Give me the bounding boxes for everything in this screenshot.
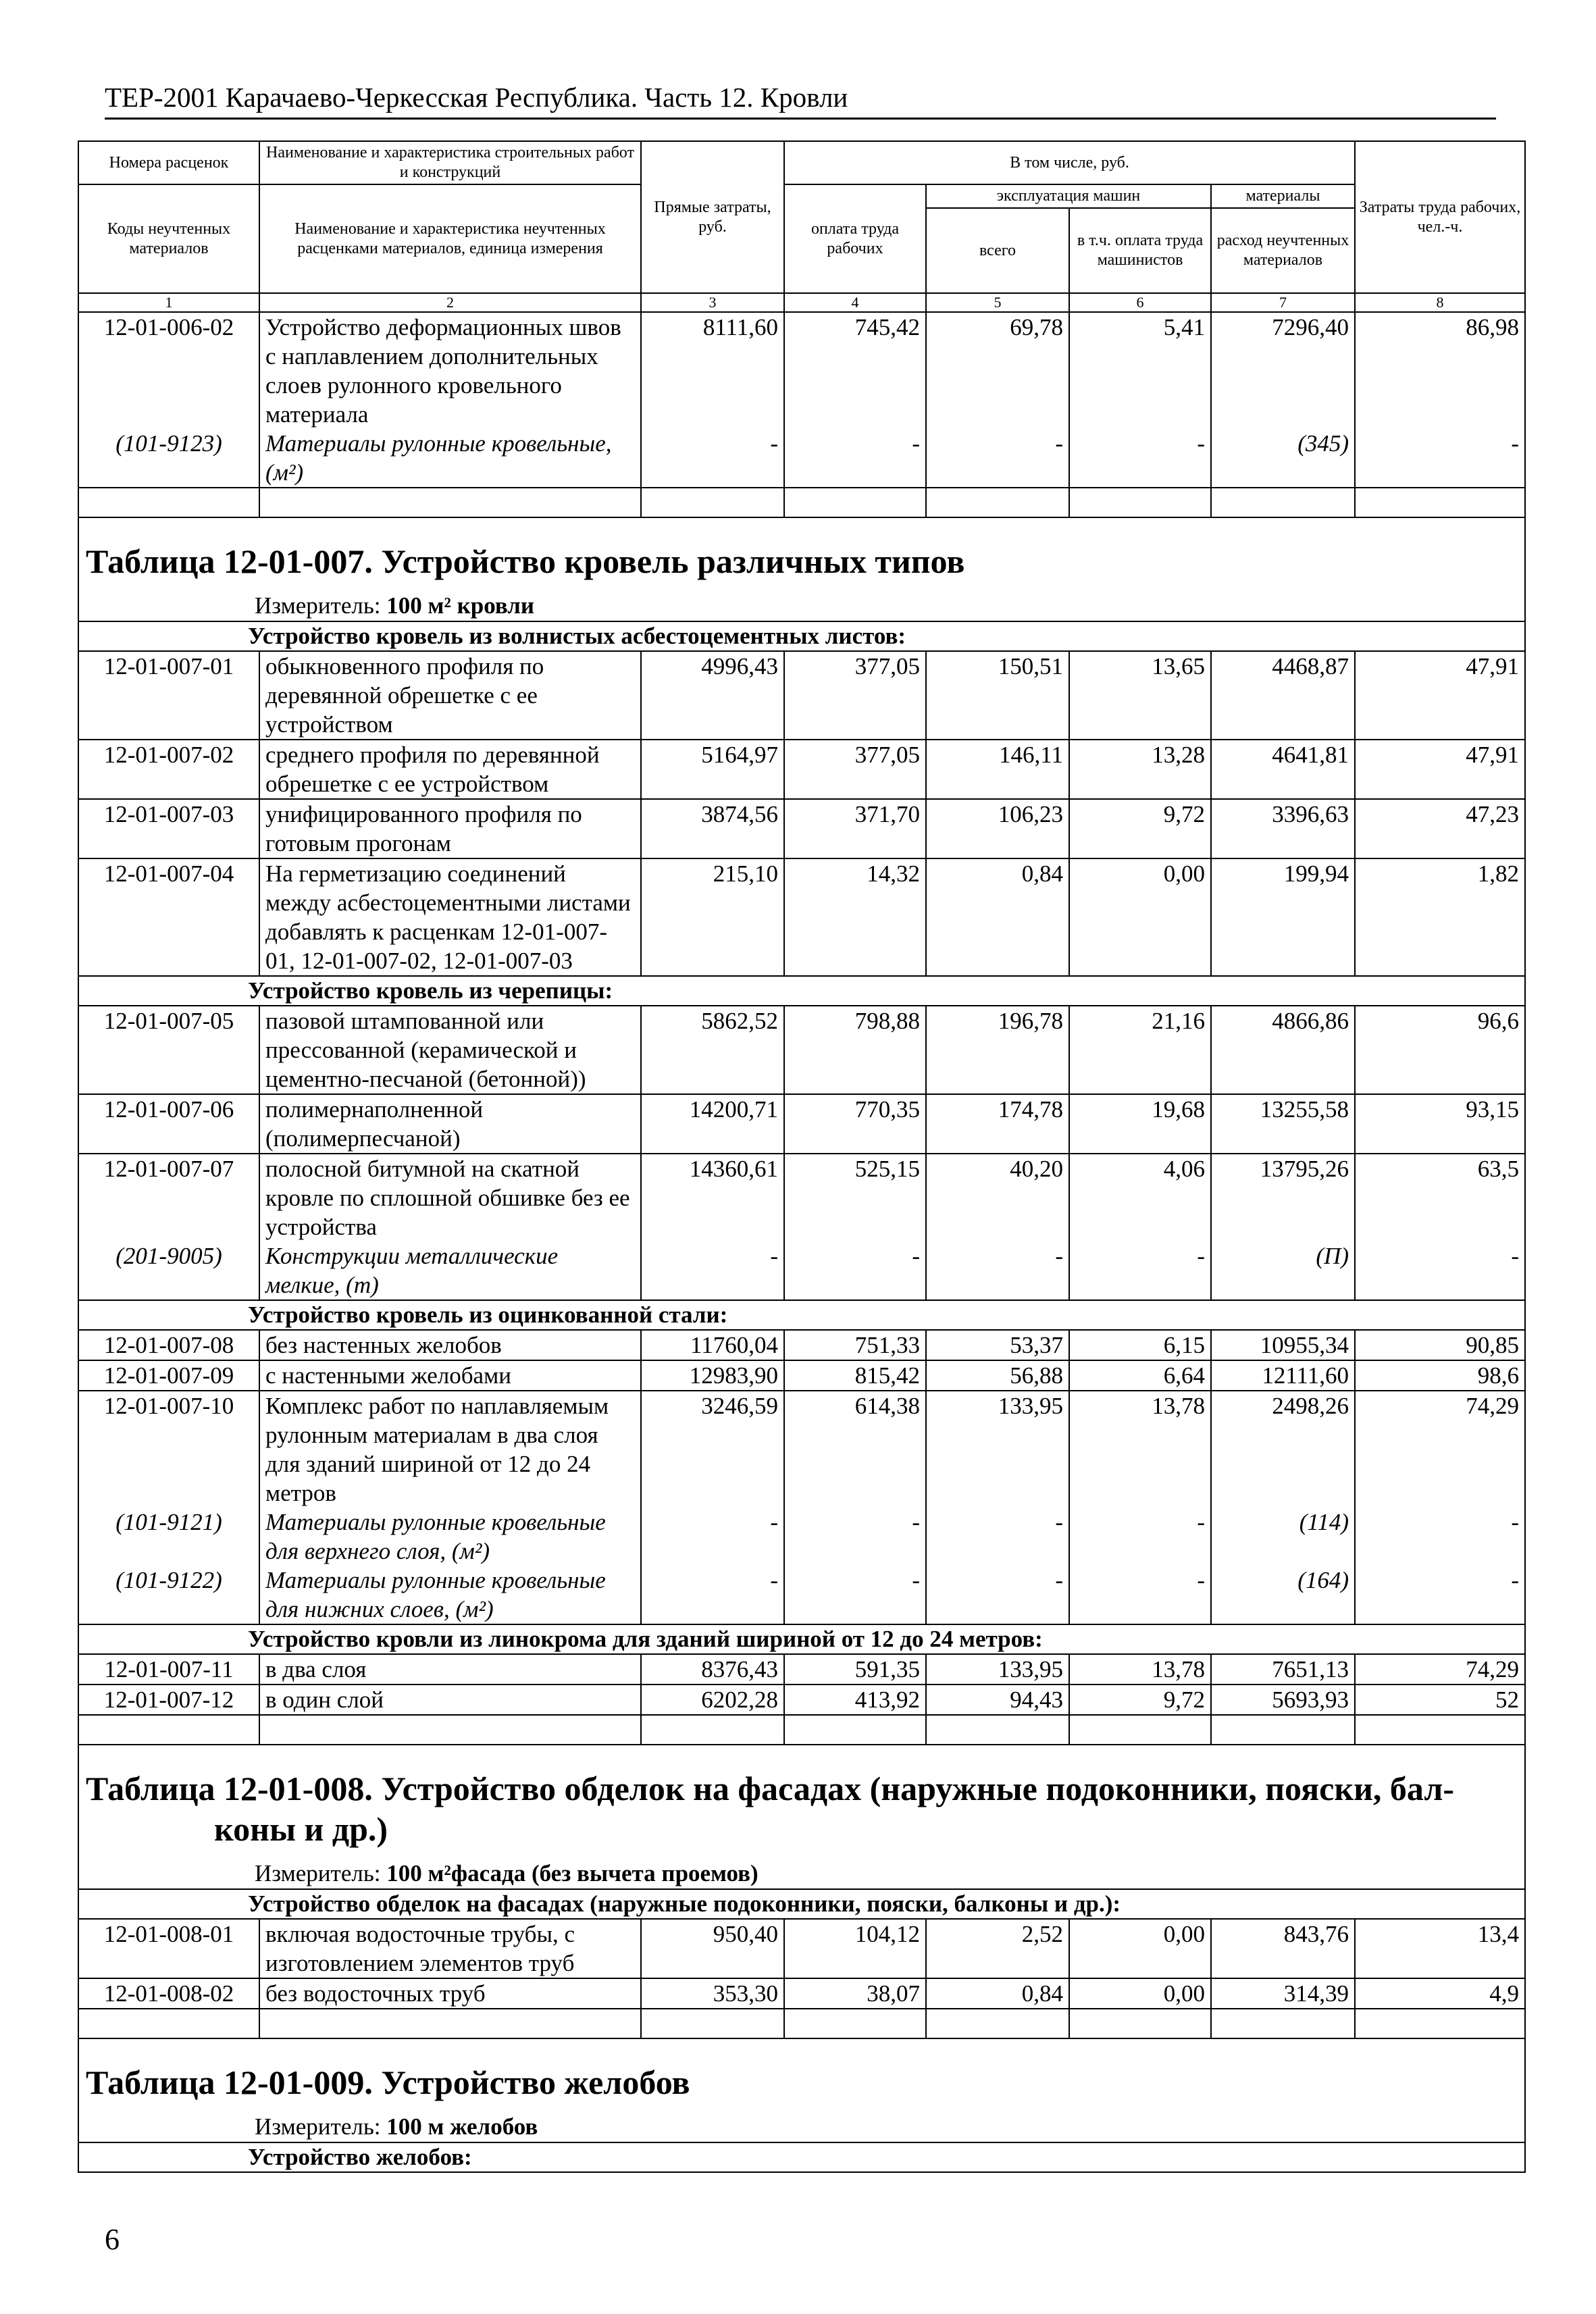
material-code: (201-9005) [78, 1241, 259, 1300]
material-name: Материалы рулонные кровельные, (м²) [259, 429, 641, 488]
value-cell: 3246,59 [641, 1391, 784, 1508]
empty-cell [259, 1715, 641, 1745]
spacer-row [78, 488, 1525, 517]
value-cell: 9,72 [1069, 799, 1211, 858]
value-cell: 86,98 [1355, 312, 1525, 429]
work-name: пазовой штампованной или прессованной (керамической и цементно-песчаной (бетонной)) [259, 1006, 641, 1094]
table-row [78, 858, 1525, 976]
spacer-row [78, 1715, 1525, 1745]
empty-cell [641, 1715, 784, 1745]
value-cell: 413,92 [784, 1685, 926, 1715]
rate-code: 12-01-006-02 [78, 312, 259, 429]
empty-cell [78, 1715, 259, 1745]
value-cell: 47,23 [1355, 799, 1525, 858]
table-title-row [78, 517, 1525, 621]
table-row [78, 651, 1525, 740]
empty-cell [1069, 2009, 1211, 2038]
measurement-unit [86, 591, 1519, 621]
work-name: в два слоя [259, 1654, 641, 1685]
value-cell: 3874,56 [641, 799, 784, 858]
value-cell: 4641,81 [1211, 740, 1355, 799]
empty-cell [926, 2009, 1069, 2038]
col-header-machines: эксплуатация машин [926, 184, 1211, 208]
table-row [78, 740, 1525, 799]
empty-cell [1211, 1715, 1355, 1745]
value-cell: - [784, 1566, 926, 1624]
value-cell: 12111,60 [1211, 1360, 1355, 1391]
empty-cell [784, 1715, 926, 1745]
value-cell: - [926, 429, 1069, 488]
value-cell: 10955,34 [1211, 1330, 1355, 1360]
column-number: 2 [259, 293, 641, 312]
value-cell: 798,88 [784, 1006, 926, 1094]
rate-code: 12-01-007-04 [78, 858, 259, 976]
table-row [78, 1330, 1525, 1360]
value-cell: 525,15 [784, 1154, 926, 1241]
value-cell: 196,78 [926, 1006, 1069, 1094]
material-row [78, 1508, 1525, 1566]
col-header-direct-costs: Прямые затраты, руб. [641, 141, 784, 293]
value-cell: 13795,26 [1211, 1154, 1355, 1241]
section-row [78, 2142, 1525, 2172]
value-cell: 98,6 [1355, 1360, 1525, 1391]
unit-label: Измеритель: [255, 1860, 381, 1886]
value-cell: 5,41 [1069, 312, 1211, 429]
value-cell: 2,52 [926, 1919, 1069, 1978]
value-cell: 13,4 [1355, 1919, 1525, 1978]
unit-label: Измеритель: [255, 592, 381, 619]
material-name: Материалы рулонные кровельные для нижних слоев, (м²) [259, 1566, 641, 1624]
rate-code: 12-01-007-07 [78, 1154, 259, 1241]
value-cell: 14,32 [784, 858, 926, 976]
value-cell: (345) [1211, 429, 1355, 488]
work-name: обыкновенного профиля по деревянной обрешетке с ее устройством [259, 651, 641, 740]
work-name: Устройство деформационных швов с наплавлением дополнительных слоев рулонного кровельного материала [259, 312, 641, 429]
value-cell: 614,38 [784, 1391, 926, 1508]
value-cell: - [1069, 1566, 1211, 1624]
section-label: Устройство обделок на фасадах (наружные подоконники, пояски, балконы и др.): [78, 1889, 1525, 1919]
value-cell: 13255,58 [1211, 1094, 1355, 1154]
value-cell: 9,72 [1069, 1685, 1211, 1715]
measurement-unit [86, 2112, 1519, 2142]
value-cell: 4996,43 [641, 651, 784, 740]
col-header-material-consumption: расход неучтенных материалов [1211, 208, 1355, 293]
unit-value: 100 м² кровли [386, 592, 535, 619]
column-number: 5 [926, 293, 1069, 312]
empty-cell [1355, 1715, 1525, 1745]
unit-value: 100 м желобов [386, 2113, 538, 2140]
page-number: 6 [105, 2223, 120, 2256]
empty-cell [1069, 1715, 1211, 1745]
rate-code: 12-01-008-01 [78, 1919, 259, 1978]
table-title-cell [78, 517, 1525, 621]
value-cell: 0,00 [1069, 1978, 1211, 2009]
table-title-cell [78, 2038, 1525, 2142]
empty-cell [78, 2009, 259, 2038]
value-cell: 5862,52 [641, 1006, 784, 1094]
col-header-rate-numbers: Номера расценок [78, 141, 259, 184]
value-cell: 69,78 [926, 312, 1069, 429]
empty-cell [1355, 2009, 1525, 2038]
table-row [78, 1978, 1525, 2009]
value-cell: 14200,71 [641, 1094, 784, 1154]
column-number: 7 [1211, 293, 1355, 312]
rate-code: 12-01-007-02 [78, 740, 259, 799]
material-code: (101-9122) [78, 1566, 259, 1624]
value-cell: 7651,13 [1211, 1654, 1355, 1685]
empty-cell [1069, 488, 1211, 517]
table-title: Таблица 12-01-009. Устройство желобов [86, 2063, 690, 2101]
column-number: 3 [641, 293, 784, 312]
col-header-including: В том числе, руб. [784, 141, 1355, 184]
work-name: среднего профиля по деревянной обрешетке с ее устройством [259, 740, 641, 799]
column-number: 1 [78, 293, 259, 312]
rate-code: 12-01-007-10 [78, 1391, 259, 1508]
value-cell: - [641, 1566, 784, 1624]
value-cell: - [926, 1508, 1069, 1566]
value-cell: 0,84 [926, 1978, 1069, 2009]
value-cell: 5164,97 [641, 740, 784, 799]
value-cell: 4,06 [1069, 1154, 1211, 1241]
section-label: Устройство кровли из линокрома для зданий шириной от 12 до 24 метров: [78, 1624, 1525, 1654]
value-cell: - [641, 1508, 784, 1566]
value-cell: 745,42 [784, 312, 926, 429]
value-cell: 56,88 [926, 1360, 1069, 1391]
spacer-row [78, 2009, 1525, 2038]
value-cell: - [1069, 1508, 1211, 1566]
unit-label: Измеритель: [255, 2113, 381, 2140]
rate-code: 12-01-007-05 [78, 1006, 259, 1094]
work-name: с настенными желобами [259, 1360, 641, 1391]
col-header-work-name: Наименование и характеристика строительных работ и конструкций [259, 141, 641, 184]
value-cell: 815,42 [784, 1360, 926, 1391]
value-cell: (164) [1211, 1566, 1355, 1624]
value-cell: 40,20 [926, 1154, 1069, 1241]
table-row [78, 312, 1525, 429]
empty-cell [259, 488, 641, 517]
table-row [78, 1685, 1525, 1715]
value-cell: - [641, 1241, 784, 1300]
col-header-material-names: Наименование и характеристика неучтенных расценками материалов, единица измерения [259, 184, 641, 293]
value-cell: 47,91 [1355, 740, 1525, 799]
value-cell: 38,07 [784, 1978, 926, 2009]
work-name: без настенных желобов [259, 1330, 641, 1360]
table-row [78, 1360, 1525, 1391]
value-cell: 314,39 [1211, 1978, 1355, 2009]
value-cell: 8376,43 [641, 1654, 784, 1685]
value-cell: 6202,28 [641, 1685, 784, 1715]
value-cell: 7296,40 [1211, 312, 1355, 429]
value-cell: 0,00 [1069, 1919, 1211, 1978]
table-row [78, 1006, 1525, 1094]
rate-code: 12-01-007-03 [78, 799, 259, 858]
value-cell: 377,05 [784, 651, 926, 740]
table-row [78, 1094, 1525, 1154]
value-cell: 94,43 [926, 1685, 1069, 1715]
value-cell: 5693,93 [1211, 1685, 1355, 1715]
value-cell: 6,15 [1069, 1330, 1211, 1360]
value-cell: 13,78 [1069, 1654, 1211, 1685]
empty-cell [784, 488, 926, 517]
rates-table [78, 140, 1526, 2173]
rate-code: 12-01-007-01 [78, 651, 259, 740]
value-cell: 96,6 [1355, 1006, 1525, 1094]
value-cell: - [926, 1241, 1069, 1300]
work-name: полимернаполненной (полимерпесчаной) [259, 1094, 641, 1154]
unit-value: 100 м²фасада (без вычета проемов) [386, 1860, 758, 1886]
col-header-labor-costs: Затраты труда рабочих, чел.-ч. [1355, 141, 1525, 293]
value-cell: 215,10 [641, 858, 784, 976]
value-cell: 63,5 [1355, 1154, 1525, 1241]
table-title-row [78, 2038, 1525, 2142]
value-cell: 14360,61 [641, 1154, 784, 1241]
value-cell: - [641, 429, 784, 488]
value-cell: 74,29 [1355, 1654, 1525, 1685]
empty-cell [1211, 2009, 1355, 2038]
empty-cell [259, 2009, 641, 2038]
value-cell: 13,78 [1069, 1391, 1211, 1508]
value-cell: 12983,90 [641, 1360, 784, 1391]
value-cell: (П) [1211, 1241, 1355, 1300]
table-title-cell [78, 1745, 1525, 1889]
table-title: Таблица 12-01-008. Устройство обделок на фасадах (наружные подоконники, пояски, бал- [86, 1770, 1455, 1807]
section-row [78, 976, 1525, 1006]
empty-cell [926, 1715, 1069, 1745]
value-cell: 3396,63 [1211, 799, 1355, 858]
value-cell: - [1355, 1566, 1525, 1624]
col-header-material-codes: Коды неучтенных материалов [78, 184, 259, 293]
work-name: в один слой [259, 1685, 641, 1715]
rate-code: 12-01-008-02 [78, 1978, 259, 2009]
table-row [78, 799, 1525, 858]
value-cell: 4,9 [1355, 1978, 1525, 2009]
material-name: Материалы рулонные кровельные для верхнего слоя, (м²) [259, 1508, 641, 1566]
rate-code: 12-01-007-06 [78, 1094, 259, 1154]
value-cell: 53,37 [926, 1330, 1069, 1360]
value-cell: - [1069, 1241, 1211, 1300]
rate-code: 12-01-007-11 [78, 1654, 259, 1685]
material-row [78, 1241, 1525, 1300]
table-row [78, 1919, 1525, 1978]
value-cell: 353,30 [641, 1978, 784, 2009]
value-cell: 21,16 [1069, 1006, 1211, 1094]
rate-code: 12-01-007-12 [78, 1685, 259, 1715]
value-cell: - [926, 1566, 1069, 1624]
value-cell: 8111,60 [641, 312, 784, 429]
table-row [78, 1391, 1525, 1508]
col-header-worker-pay: оплата труда рабочих [784, 184, 926, 293]
table-title-continued: коны и др.) [214, 1810, 388, 1848]
value-cell: 950,40 [641, 1919, 784, 1978]
value-cell: 377,05 [784, 740, 926, 799]
value-cell: 371,70 [784, 799, 926, 858]
value-cell: 13,65 [1069, 651, 1211, 740]
value-cell: 770,35 [784, 1094, 926, 1154]
value-cell: - [784, 429, 926, 488]
empty-cell [78, 488, 259, 517]
value-cell: 133,95 [926, 1654, 1069, 1685]
work-name: На герметизацию соединений между асбестоцементными листами добавлять к расценкам 12-01-007-01, 12-01-007-02, 12-01-007-03 [259, 858, 641, 976]
value-cell: - [1355, 429, 1525, 488]
value-cell: 52 [1355, 1685, 1525, 1715]
value-cell: 1,82 [1355, 858, 1525, 976]
value-cell: 133,95 [926, 1391, 1069, 1508]
column-number: 4 [784, 293, 926, 312]
measurement-unit [86, 1859, 1519, 1888]
table-row [78, 1654, 1525, 1685]
value-cell: 150,51 [926, 651, 1069, 740]
value-cell: 90,85 [1355, 1330, 1525, 1360]
value-cell: 6,64 [1069, 1360, 1211, 1391]
value-cell: 74,29 [1355, 1391, 1525, 1508]
table-title-row [78, 1745, 1525, 1889]
material-code: (101-9123) [78, 429, 259, 488]
column-number: 6 [1069, 293, 1211, 312]
section-label: Устройство кровель из оцинкованной стали: [78, 1300, 1525, 1330]
work-name: Комплекс работ по наплавляемым рулонным материалам в два слоя для зданий шириной от 12 до 24 метров [259, 1391, 641, 1508]
value-cell: 104,12 [784, 1919, 926, 1978]
rate-code: 12-01-007-08 [78, 1330, 259, 1360]
section-row [78, 621, 1525, 651]
material-name: Конструкции металлические мелкие, (т) [259, 1241, 641, 1300]
value-cell: 0,00 [1069, 858, 1211, 976]
value-cell: 19,68 [1069, 1094, 1211, 1154]
value-cell: 174,78 [926, 1094, 1069, 1154]
value-cell: 751,33 [784, 1330, 926, 1360]
value-cell: 4866,86 [1211, 1006, 1355, 1094]
value-cell: - [784, 1241, 926, 1300]
page-header: ТЕР-2001 Карачаево-Черкесская Республика. Часть 12. Кровли [105, 80, 1496, 120]
empty-cell [1355, 488, 1525, 517]
empty-cell [1211, 488, 1355, 517]
section-row [78, 1300, 1525, 1330]
value-cell: 13,28 [1069, 740, 1211, 799]
material-row [78, 1566, 1525, 1624]
value-cell: 146,11 [926, 740, 1069, 799]
value-cell: 0,84 [926, 858, 1069, 976]
empty-cell [926, 488, 1069, 517]
work-name: без водосточных труб [259, 1978, 641, 2009]
value-cell: 591,35 [784, 1654, 926, 1685]
work-name: полосной битумной на скатной кровле по сплошной обшивке без ее устройства [259, 1154, 641, 1241]
work-name: унифицированного профиля по готовым прогонам [259, 799, 641, 858]
section-label: Устройство кровель из черепицы: [78, 976, 1525, 1006]
value-cell: - [1355, 1241, 1525, 1300]
material-row [78, 429, 1525, 488]
empty-cell [641, 2009, 784, 2038]
col-header-machinist-pay: в т.ч. оплата труда машинистов [1069, 208, 1211, 293]
value-cell: - [1069, 429, 1211, 488]
empty-cell [641, 488, 784, 517]
value-cell: 2498,26 [1211, 1391, 1355, 1508]
section-label: Устройство кровель из волнистых асбестоцементных листов: [78, 621, 1525, 651]
value-cell: (114) [1211, 1508, 1355, 1566]
value-cell: - [784, 1508, 926, 1566]
rate-code: 12-01-007-09 [78, 1360, 259, 1391]
section-row [78, 1889, 1525, 1919]
table-row [78, 1154, 1525, 1241]
value-cell: 93,15 [1355, 1094, 1525, 1154]
material-code: (101-9121) [78, 1508, 259, 1566]
value-cell: 199,94 [1211, 858, 1355, 976]
value-cell: 843,76 [1211, 1919, 1355, 1978]
section-label: Устройство желобов: [78, 2142, 1525, 2172]
work-name: включая водосточные трубы, с изготовлением элементов труб [259, 1919, 641, 1978]
value-cell: 11760,04 [641, 1330, 784, 1360]
section-row [78, 1624, 1525, 1654]
value-cell: - [1355, 1508, 1525, 1566]
col-header-machines-total: всего [926, 208, 1069, 293]
value-cell: 47,91 [1355, 651, 1525, 740]
col-header-materials: материалы [1211, 184, 1355, 208]
column-number: 8 [1355, 293, 1525, 312]
value-cell: 4468,87 [1211, 651, 1355, 740]
empty-cell [784, 2009, 926, 2038]
table-title: Таблица 12-01-007. Устройство кровель различных типов [86, 542, 965, 580]
value-cell: 106,23 [926, 799, 1069, 858]
